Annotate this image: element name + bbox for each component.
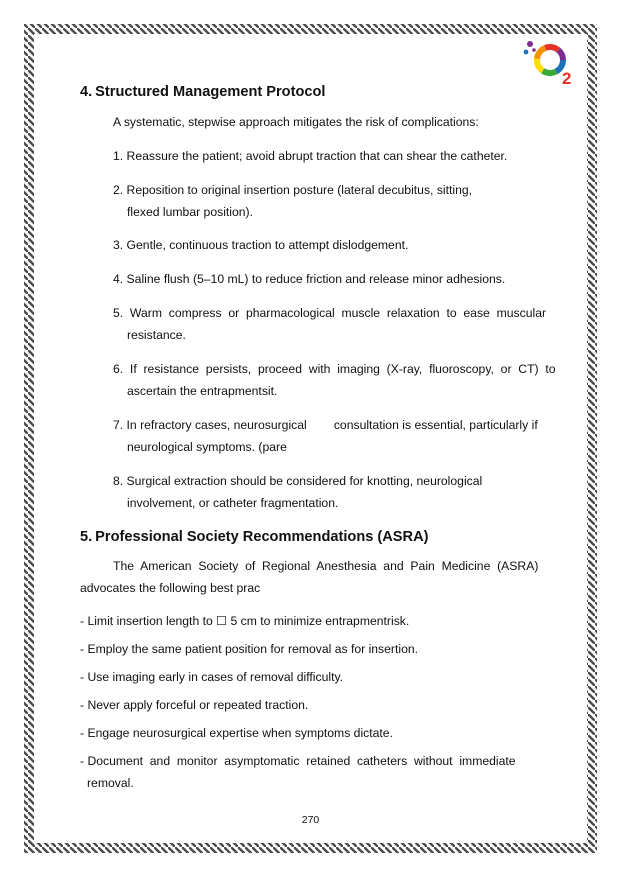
list-item xyxy=(113,470,548,514)
bullet-text: - Limit insertion length to ☐ 5 cm to minimize entrapmentrisk. xyxy=(80,614,410,628)
bullet-text: - Engage neurosurgical expertise when symptoms dictate. xyxy=(80,726,393,740)
bullet-text: - Use imaging early in cases of removal difficulty. xyxy=(80,670,344,684)
list-item-text: 4. Saline flush (5–10 mL) to reduce friction and release minor adhesions. xyxy=(113,272,506,286)
bullet-item xyxy=(80,722,548,744)
list-item-continuation: flexed lumbar position). xyxy=(127,205,253,219)
list-item-continuation: ascertain the entrapmentsit. xyxy=(127,384,278,398)
bullet-item xyxy=(80,750,548,794)
list-item xyxy=(113,268,548,290)
list-item-text: 7. In refractory cases, neurosurgical consultation is essential, particularly if xyxy=(113,418,538,432)
section-5-intro-line1: The American Society of Regional Anesthesia and Pain Medicine (ASRA) xyxy=(113,559,539,573)
list-item xyxy=(113,179,548,223)
bullet-item xyxy=(80,610,548,632)
list-item-continuation: neurological symptoms. (pare xyxy=(127,440,287,454)
list-item-continuation: involvement, or catheter fragmentation. xyxy=(127,496,339,510)
bullet-continuation: removal. xyxy=(87,776,134,790)
list-item-text: 1. Reassure the patient; avoid abrupt traction that can shear the catheter. xyxy=(113,149,508,163)
section-4-heading xyxy=(80,84,325,100)
svg-text:2: 2 xyxy=(562,69,572,88)
bullet-item xyxy=(80,638,548,660)
list-item xyxy=(113,414,548,458)
section-number: 4. xyxy=(80,84,93,100)
section-5-intro-line2: advocates the following best prac xyxy=(80,581,261,595)
page-number: 270 xyxy=(301,814,320,826)
list-item xyxy=(113,234,548,256)
section-title: Professional Society Recommendations (ASRA) xyxy=(95,529,429,545)
list-item-text: 8. Surgical extraction should be considered for knotting, neurological xyxy=(113,474,483,488)
section-number: 5. xyxy=(80,529,93,545)
o2-logo-icon xyxy=(522,38,578,88)
list-item-text: 6. If resistance persists, proceed with imaging (X-ray, fluoroscopy, or CT) to xyxy=(113,362,556,376)
list-item xyxy=(113,145,548,167)
bullet-text: - Employ the same patient position for removal as for insertion. xyxy=(80,642,419,656)
section-5-heading xyxy=(80,529,428,545)
list-item-text: 5. Warm compress or pharmacological muscle relaxation to ease muscular xyxy=(113,306,547,320)
bullet-item xyxy=(80,666,548,688)
bullet-item xyxy=(80,694,548,716)
bullet-text: - Document and monitor asymptomatic retained catheters without immediate xyxy=(80,754,516,768)
section-title: Structured Management Protocol xyxy=(95,84,326,100)
list-item xyxy=(113,302,548,346)
list-item-text: 2. Reposition to original insertion posture (lateral decubitus, sitting, xyxy=(113,183,473,197)
bullet-text: - Never apply forceful or repeated traction. xyxy=(80,698,309,712)
section-4-intro: A systematic, stepwise approach mitigates the risk of complications: xyxy=(113,115,479,129)
list-item-text: 3. Gentle, continuous traction to attempt dislodgement. xyxy=(113,238,409,252)
list-item xyxy=(113,358,556,402)
list-item-continuation: resistance. xyxy=(127,328,186,342)
